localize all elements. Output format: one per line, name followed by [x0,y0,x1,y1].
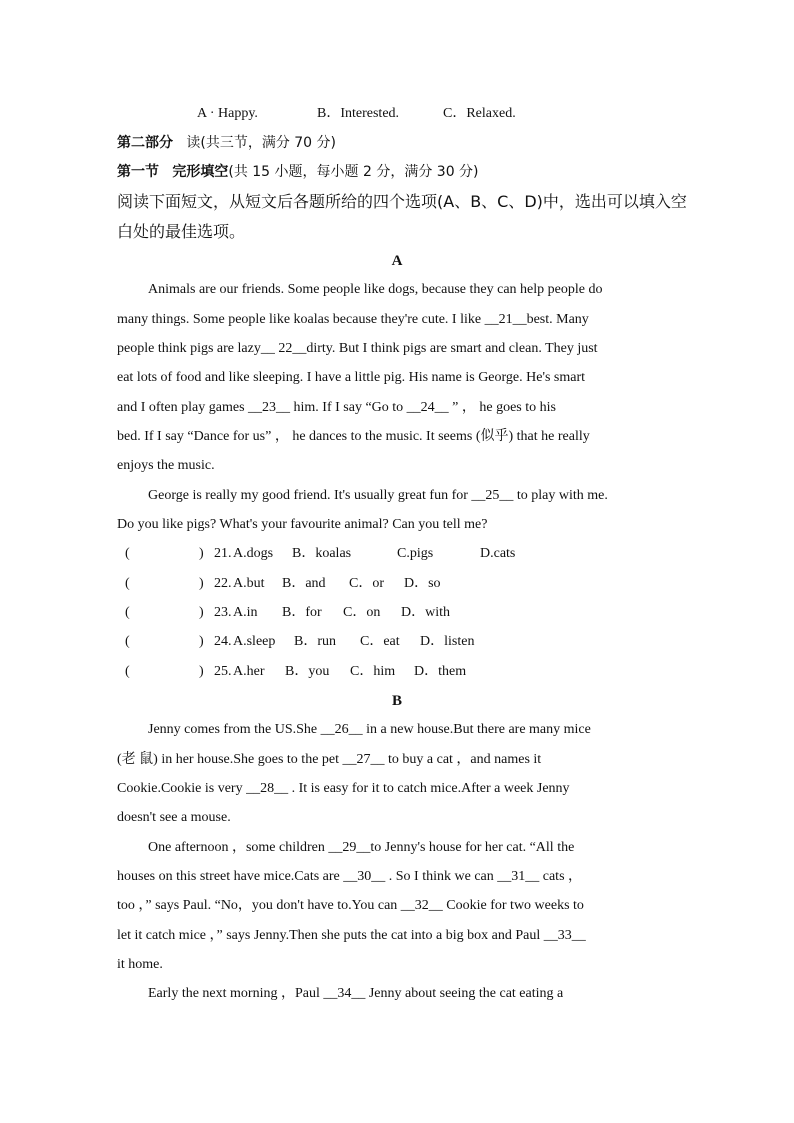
passage-b-para2-line: too ，” says Paul. “No，you don't have to.You can __32__ Cookie for two weeks to [117,898,584,913]
passage-a-line: and I often play games __23__ him. If I say “Go to __24__ ” ， he goes to his [117,400,556,415]
question-number: 22. [214,576,232,591]
choice-c: C.pigs [397,546,434,561]
section1-desc: (共 15 小题，每小题 2 分，满分 30 分) [228,164,479,180]
passage-a-heading: A [391,253,403,269]
passage-a-line: many things. Some people like koalas because they're cute. I like __21__best. Many [117,312,589,327]
passage-a-line: bed. If I say “Dance for us” ， he dances to the music. It seems (似乎) that he really [117,429,590,444]
option-a: A · Happy. [197,106,258,121]
passage-a-line: enjoys the music. [117,458,215,473]
instruction-line-2: 白处的最佳选项。 [117,222,246,241]
answer-bracket-open: ( [125,634,130,649]
section1-title: 第一节 [117,164,159,180]
passage-a-line: eat lots of food and like sleeping. I have a little pig. His name is George. He's smart [117,370,586,385]
choice-b: B．for [282,605,322,620]
passage-a-line: people think pigs are lazy__ 22__dirty. But I think pigs are smart and clean. They just [117,341,598,356]
section1-name: 完形填空 [172,164,229,180]
choice-a: A.sleep [233,634,276,649]
answer-bracket-open: ( [125,546,130,561]
passage-b-line: (老 鼠) in her house.She goes to the pet __27__ to buy a cat ，and names it [117,752,542,767]
option-b: B．Interested. [317,106,400,121]
option-c: C．Relaxed. [443,106,516,121]
choice-b: B．you [285,664,330,679]
choice-b: B．and [282,576,326,591]
answer-bracket-close: ) [199,664,204,679]
passage-a-para2-line: George is really my good friend. It's usually great fun for __25__ to play with me. [148,488,608,503]
choice-a: A.in [233,605,258,620]
choice-b: B．koalas [292,546,352,561]
choice-c: C．or [349,576,384,591]
question-number: 21. [214,546,232,561]
answer-bracket-close: ) [199,605,204,620]
section1-heading [117,163,677,182]
passage-b-heading: B [391,693,402,709]
choice-a: A.dogs [233,546,274,561]
choice-a: A.her [233,664,265,679]
instruction-line-1: 阅读下面短文，从短文后各题所给的四个选项(A、B、C、D)中，选出可以填入空 [117,192,687,211]
passage-b-para2-line: One afternoon ，some children __29__to Jenny's house for her cat. “All the [148,840,575,855]
answer-bracket-close: ) [199,576,204,591]
answer-bracket-open: ( [125,605,130,620]
answer-bracket-close: ) [199,546,204,561]
choice-a: A.but [233,576,265,591]
answer-bracket-open: ( [125,576,130,591]
question-number: 23. [214,605,232,620]
choice-b: B．run [294,634,336,649]
passage-b-para2-line: houses on this street have mice.Cats are __30__ . So I think we can __31__ cats ， [117,869,583,884]
passage-b-line: doesn't see a mouse. [117,810,231,825]
passage-a-para2-line: Do you like pigs? What's your favourite animal? Can you tell me? [117,517,488,532]
choice-c: C．eat [360,634,400,649]
passage-b-line: Cookie.Cookie is very __28__ . It is easy for it to catch mice.After a week Jenny [117,781,570,796]
question-number: 24. [214,634,232,649]
passage-b-line: Jenny comes from the US.She __26__ in a new house.But there are many mice [148,722,591,737]
part2-title: 第二部分 [117,135,173,151]
choice-d: D.cats [480,546,516,561]
choice-d: D．with [401,605,450,620]
passage-b-para2-line: let it catch mice ，” says Jenny.Then she puts the cat into a big box and Paul __33__ [117,928,586,943]
question-number: 25. [214,664,232,679]
choice-d: D．so [404,576,441,591]
part2-desc: 读(共三节，满分 70 分) [186,135,336,151]
passage-a-line: Animals are our friends. Some people like dogs, because they can help people do [148,282,603,297]
answer-bracket-open: ( [125,664,130,679]
choice-c: C．on [343,605,381,620]
choice-d: D．listen [420,634,475,649]
choice-d: D．them [414,664,467,679]
part2-heading [117,134,677,153]
passage-b-para2-line: it home. [117,957,163,972]
passage-b-para3-line: Early the next morning ，Paul __34__ Jenny about seeing the cat eating a [148,986,564,1001]
answer-bracket-close: ) [199,634,204,649]
choice-c: C．him [350,664,396,679]
